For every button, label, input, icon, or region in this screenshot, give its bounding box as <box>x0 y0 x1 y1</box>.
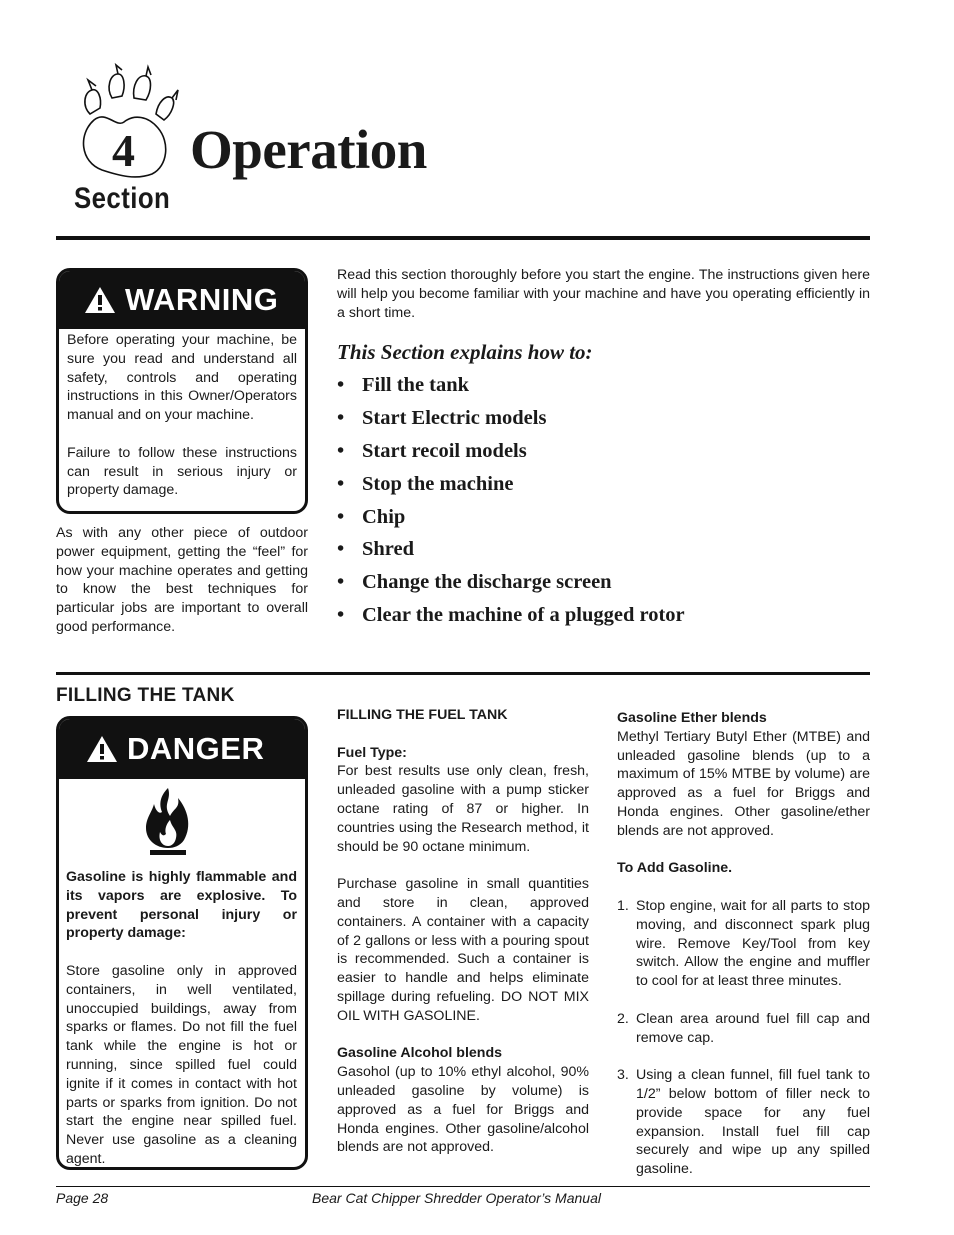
warning-triangle-icon <box>83 285 117 315</box>
list-item: 3. Using a clean funnel, fill fuel tank to 1/2” below bottom of filler neck to provide space for any fuel expansion. Install fuel fill cap securely and wipe up any spilled gasoline. <box>617 1067 870 1178</box>
section-number: 4 <box>112 125 135 176</box>
list-item: • Chip <box>337 505 406 528</box>
warning-header <box>59 271 305 329</box>
section-divider <box>56 672 870 675</box>
fuel-type-text: For best results use only clean, fresh, unleaded gasoline with a pump sticker octane rating of 87 or higher. In countries using the Research method, it should be 90 octane minimum. <box>337 763 589 855</box>
list-item: • Fill the tank <box>337 374 470 396</box>
feel-paragraph: As with any other piece of outdoor power equipment, getting the “feel” for how your machine operates and getting to know the best techniques for particular jobs are important to overall good performance. <box>56 525 308 635</box>
filling-heading: FILLING THE TANK <box>56 685 235 706</box>
danger-warning-text: Gasoline is highly flammable and its vapors are explosive. To prevent personal injury or property damage: <box>66 869 297 942</box>
fuel-type-heading: Fuel Type: <box>337 744 407 761</box>
ether-heading: Gasoline Ether blends <box>617 710 767 726</box>
explains-list <box>337 371 685 634</box>
fuel-tank-title: FILLING THE FUEL TANK <box>337 707 508 723</box>
section-label: Section <box>74 182 171 215</box>
list-item: • Start recoil models <box>337 439 527 462</box>
steps-list <box>617 897 870 1179</box>
fuel-column <box>337 706 589 1176</box>
add-gasoline-heading: To Add Gasoline. <box>617 860 733 877</box>
list-item: • Shred <box>337 538 415 561</box>
page-number: Page 28 <box>56 1190 109 1206</box>
list-item: • Stop the machine <box>337 472 514 495</box>
warning-box <box>56 268 308 514</box>
danger-body-text: Store gasoline only in approved containers, in well ventilated, unoccupied buildings, away from sparks or flames. Do not fill the fuel tank while the engine is hot or running, since spilled fuel could ignite if it comes in contact with hot parts or sparks from ignition. Do not start the engine near spilled fuel. Never use gasoline as a cleaning agent. <box>66 963 297 1167</box>
list-item: • Clear the machine of a plugged rotor <box>337 604 685 627</box>
list-item: • Change the discharge screen <box>337 571 612 594</box>
danger-header <box>59 719 305 779</box>
gasoline-column <box>617 709 870 1198</box>
alcohol-heading: Gasoline Alcohol blends <box>337 1045 503 1062</box>
warning-triangle-icon <box>85 734 119 764</box>
manual-title: Bear Cat Chipper Shredder Operator’s Manual <box>312 1190 601 1206</box>
list-item: 2. Clean area around fuel fill cap and remove cap. <box>617 1010 870 1046</box>
footer-divider <box>56 1186 870 1187</box>
alcohol-text: Gasohol (up to 10% ethyl alcohol, 90% unleaded gasoline by volume) is approved as a fuel for Briggs and Honda engines. Other gasoline/alcohol blends are not approved. <box>337 1064 589 1156</box>
danger-label: DANGER <box>127 731 265 766</box>
page-title: Operation <box>190 119 427 180</box>
list-item: 1. Stop engine, wait for all parts to stop moving, and disconnect spark plug wire. Remove Key/Tool from key switch. Allow the engine and muffler to cool for at least three minutes. <box>617 897 870 990</box>
list-item: • Start Electric models <box>337 406 547 429</box>
warning-paragraph: Failure to follow these instructions can result in serious injury or property damage. <box>67 444 297 499</box>
header-divider <box>56 236 870 240</box>
warning-paragraph: Before operating your machine, be sure you read and understand all safety, controls and operating instructions in this Owner/Operators manual and on your machine. <box>67 332 297 424</box>
flame-icon <box>140 786 196 858</box>
purchase-text: Purchase gasoline in small quantities and store in clean, approved containers. A container with a capacity of 2 gallons or less with a pouring spout is recommended. Such a container is easier to handle and helps eliminate spillage during refueling. DO NOT MIX OIL WITH GASOLINE. <box>337 876 589 1024</box>
warning-label: WARNING <box>125 282 279 317</box>
ether-text: Methyl Tertiary Butyl Ether (MTBE) and unleaded gasoline blends (up to a maximum of 15% MTBE by volume) are approved as a fuel for Briggs and Honda engines. Other gasoline/ether blends are not approved. <box>617 728 870 839</box>
intro-paragraph: Read this section thoroughly before you start the engine. The instructions given here will help you become familiar with your machine and have you operating efficiently in a short time. <box>337 267 870 321</box>
explains-heading: This Section explains how to: <box>337 340 593 364</box>
